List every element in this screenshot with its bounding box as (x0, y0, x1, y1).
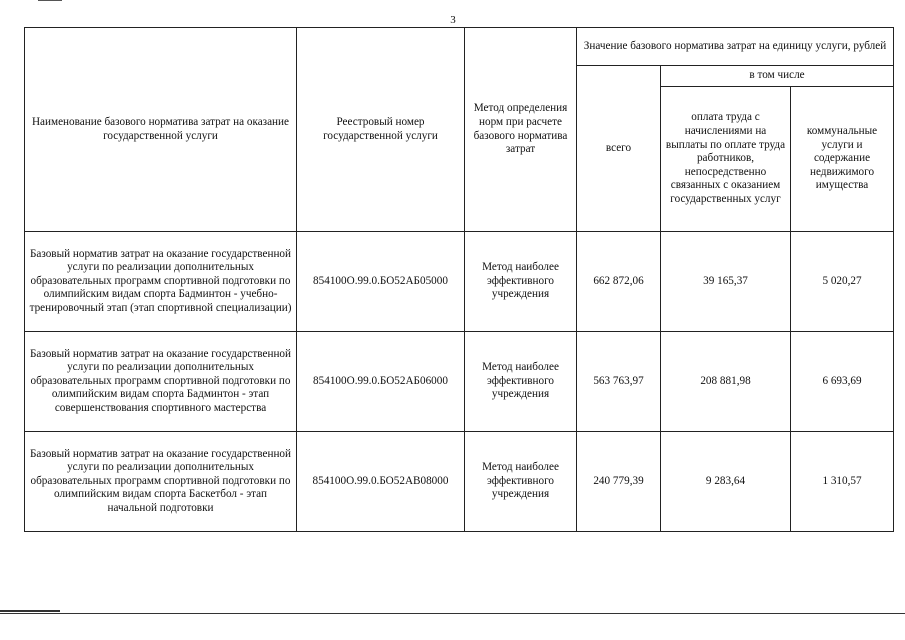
cell-name: Базовый норматив затрат на оказание государственной услуги по реализации дополнительных образовательных программ спортивной подготовки по олимпийским видам спорта Бадминтон - этап совершенствования спортивного мастерства (25, 332, 297, 432)
cell-total: 563 763,97 (577, 332, 661, 432)
header-registry: Реестровый номер государственной услуги (297, 28, 465, 232)
table-row (25, 332, 894, 432)
cell-total: 662 872,06 (577, 232, 661, 332)
page-edge-mark (38, 0, 62, 1)
page-edge-mark (0, 610, 60, 612)
header-value-group: Значение базового норматива затрат на единицу услуги, рублей (577, 28, 894, 66)
table-row (25, 232, 894, 332)
header-labor: оплата труда с начислениями на выплаты по оплате труда работников, непосредственно связанных с оказанием государственных услуг (661, 87, 791, 232)
table-header-row (25, 28, 894, 66)
cell-labor: 39 165,37 (661, 232, 791, 332)
cell-registry: 854100О.99.0.БО52АВ08000 (297, 432, 465, 532)
cell-registry: 854100О.99.0.БО52АБ06000 (297, 332, 465, 432)
cell-labor: 9 283,64 (661, 432, 791, 532)
cell-method: Метод наиболее эффективного учреждения (465, 232, 577, 332)
header-name: Наименование базового норматива затрат на оказание государственной услуги (25, 28, 297, 232)
cell-method: Метод наиболее эффективного учреждения (465, 432, 577, 532)
cell-utilities: 1 310,57 (791, 432, 894, 532)
page-bottom-rule (0, 613, 905, 614)
header-utilities: коммунальные услуги и содержание недвижимого имущества (791, 87, 894, 232)
header-total: всего (577, 66, 661, 232)
header-including: в том числе (661, 66, 894, 87)
header-method: Метод определения норм при расчете базового норматива затрат (465, 28, 577, 232)
cell-utilities: 6 693,69 (791, 332, 894, 432)
cell-labor: 208 881,98 (661, 332, 791, 432)
norms-table (24, 27, 894, 532)
cell-name: Базовый норматив затрат на оказание государственной услуги по реализации дополнительных образовательных программ спортивной подготовки по олимпийским видам спорта Баскетбол - этап начальной подготовки (25, 432, 297, 532)
cell-registry: 854100О.99.0.БО52АБ05000 (297, 232, 465, 332)
table-row (25, 432, 894, 532)
cell-utilities: 5 020,27 (791, 232, 894, 332)
page-number: 3 (450, 14, 456, 26)
cell-method: Метод наиболее эффективного учреждения (465, 332, 577, 432)
cell-name: Базовый норматив затрат на оказание государственной услуги по реализации дополнительных образовательных программ спортивной подготовки по олимпийским видам спорта Бадминтон - учебно-тренировочный этап (этап спортивной специализации) (25, 232, 297, 332)
cell-total: 240 779,39 (577, 432, 661, 532)
